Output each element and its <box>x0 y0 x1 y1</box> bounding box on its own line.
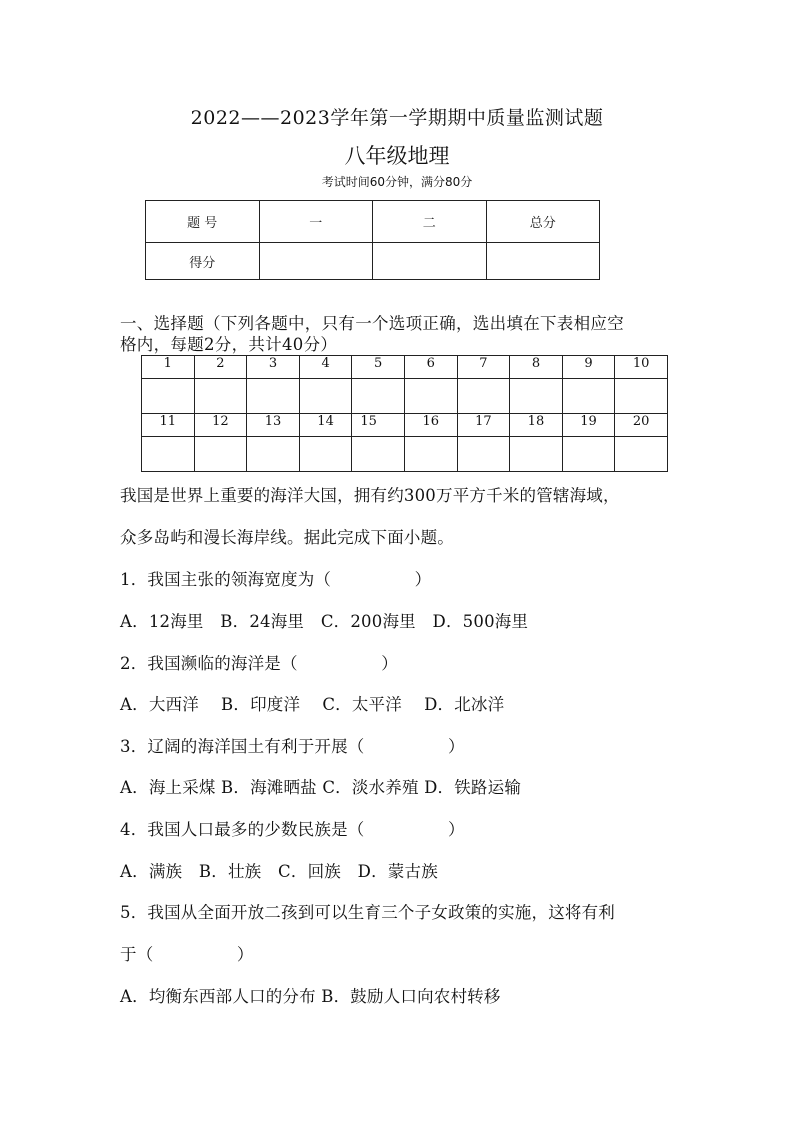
answer-cell[interactable] <box>142 379 195 414</box>
answer-number: 18 <box>510 414 563 437</box>
answer-number: 4 <box>299 356 352 379</box>
answer-cell[interactable] <box>404 379 457 414</box>
section-heading <box>120 313 685 355</box>
question-stem: 4．我国人口最多的少数民族是（ ） <box>120 820 465 839</box>
answer-number: 5 <box>352 356 405 379</box>
answer-cell[interactable] <box>615 437 668 472</box>
answer-number: 7 <box>457 356 510 379</box>
answer-cell[interactable] <box>247 437 300 472</box>
answer-number: 10 <box>615 356 668 379</box>
exam-subject: 八年级地理 <box>344 144 450 168</box>
answer-number: 17 <box>457 414 510 437</box>
question-options: A．均衡东西部人口的分布 B．鼓励人口向农村转移 <box>120 987 501 1006</box>
question-stem: 5．我国从全面开放二孩到可以生育三个子女政策的实施，这将有利 <box>120 903 615 922</box>
answer-cell[interactable] <box>404 437 457 472</box>
answer-number: 2 <box>194 356 247 379</box>
answer-cell[interactable] <box>457 379 510 414</box>
question-stem: 2．我国濒临的海洋是（ ） <box>120 654 398 673</box>
score-label-cell: 得分 <box>146 243 260 280</box>
answer-cell[interactable] <box>247 379 300 414</box>
question-stem: 于（ ） <box>120 945 254 964</box>
answer-table <box>141 355 668 472</box>
answer-cell[interactable] <box>299 437 352 472</box>
answer-number: 3 <box>247 356 300 379</box>
question-options: A．大西洋 B．印度洋 C．太平洋 D．北冰洋 <box>120 695 505 714</box>
score-table <box>145 200 600 280</box>
score-header-cell: 总分 <box>486 201 600 243</box>
answer-number: 13 <box>247 414 300 437</box>
score-blank-cell[interactable] <box>373 243 487 280</box>
score-header-cell: 二 <box>373 201 487 243</box>
question-options: A．海上采煤 B．海滩晒盐 C．淡水养殖 D．铁路运输 <box>120 778 522 797</box>
material-line: 我国是世界上重要的海洋大国，拥有约300万平方千米的管辖海域， <box>120 486 620 505</box>
answer-cell[interactable] <box>510 437 563 472</box>
answer-cell[interactable] <box>562 379 615 414</box>
exam-info: 考试时间60分钟，满分80分 <box>321 175 473 189</box>
exam-title: 2022——2023学年第一学期期中质量监测试题 <box>190 107 604 129</box>
answer-number: 6 <box>404 356 457 379</box>
answer-number: 20 <box>615 414 668 437</box>
answer-cell[interactable] <box>194 379 247 414</box>
answer-cell[interactable] <box>615 379 668 414</box>
score-blank-cell[interactable] <box>259 243 373 280</box>
answer-number: 19 <box>562 414 615 437</box>
question-stem: 1．我国主张的领海宽度为（ ） <box>120 570 432 589</box>
answer-number: 9 <box>562 356 615 379</box>
answer-number: 11 <box>142 414 195 437</box>
section-heading-line: 格内，每题2分，共计40分） <box>120 335 338 354</box>
answer-number: 16 <box>404 414 457 437</box>
answer-cell[interactable] <box>299 379 352 414</box>
answer-cell[interactable] <box>194 437 247 472</box>
material-line: 众多岛屿和漫长海岸线。据此完成下面小题。 <box>120 528 454 547</box>
question-options: A．满族 B．壮族 C．回族 D．蒙古族 <box>120 862 438 881</box>
answer-cell[interactable] <box>352 379 405 414</box>
answer-number: 8 <box>510 356 563 379</box>
score-blank-cell[interactable] <box>486 243 600 280</box>
question-stem: 3．辽阔的海洋国土有利于开展（ ） <box>120 737 465 756</box>
score-header-cell: 一 <box>259 201 373 243</box>
question-options: A．12海里 B．24海里 C．200海里 D．500海里 <box>120 612 529 631</box>
answer-cell[interactable] <box>510 379 563 414</box>
answer-cell[interactable] <box>457 437 510 472</box>
answer-cell[interactable] <box>352 437 405 472</box>
answer-number: 15 <box>352 414 405 437</box>
answer-number: 1 <box>142 356 195 379</box>
answer-number: 14 <box>299 414 352 437</box>
answer-cell[interactable] <box>562 437 615 472</box>
answer-cell[interactable] <box>142 437 195 472</box>
score-header-cell: 题 号 <box>146 201 260 243</box>
section-heading-line: 一、选择题（下列各题中，只有一个选项正确，选出填在下表相应空 <box>120 314 624 333</box>
answer-number: 12 <box>194 414 247 437</box>
